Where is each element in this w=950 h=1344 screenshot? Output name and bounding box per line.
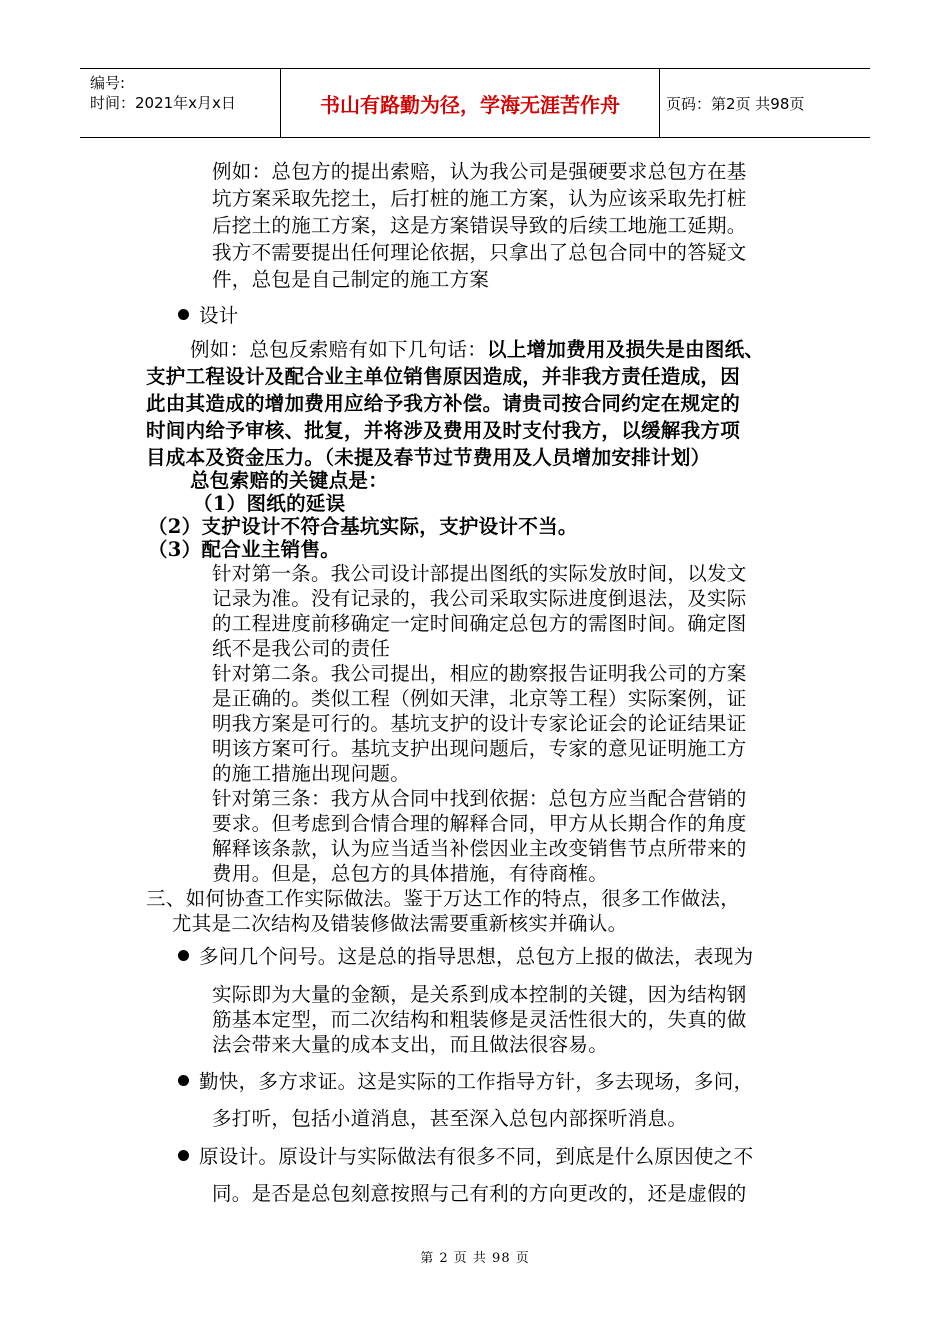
- paragraph-line: 例如：总包方的提出索赔，认为我公司是强硬要求总包方在基: [212, 160, 747, 183]
- paragraph-line: 针对第一条。我公司设计部提出图纸的实际发放时间，以发文: [212, 562, 747, 585]
- bullet-item: [178, 1143, 753, 1170]
- paragraph-line: 的工程进度前移确定一定时间确定总包方的需图时间。确定图: [212, 612, 747, 635]
- paragraph-line: 件，总包是自己制定的施工方案: [212, 268, 490, 291]
- bullet-text: 勤快，多方求证。这是实际的工作指导方针，多去现场，多问，: [199, 1070, 754, 1093]
- paragraph-line: 支护工程设计及配合业主单位销售原因造成，并非我方责任造成，因: [146, 365, 741, 388]
- time-label: 时间：2021年x月x日: [90, 94, 236, 112]
- page-footer: 第 2 页 共 98 页: [420, 1251, 530, 1266]
- paragraph-line: 的施工措施出现问题。: [212, 762, 411, 785]
- paragraph-line: 明该方案可行。基坑支护出现问题后，专家的意见证明施工方: [212, 737, 747, 760]
- paragraph-line: 此由其造成的增加费用应给予我方补偿。请贵司按合同约定在规定的: [146, 392, 741, 415]
- paragraph-line: 费用。但是，总包方的具体措施，有待商榷。: [212, 862, 609, 885]
- bullet-item: [178, 302, 239, 329]
- number-label: 编号:: [90, 74, 126, 92]
- paragraph-line: 针对第三条：我方从合同中找到依据：总包方应当配合营销的: [212, 787, 747, 810]
- document-header: [80, 68, 870, 138]
- paragraph-line: 筋基本定型，而二次结构和粗装修是灵活性很大的，失真的做: [212, 1008, 747, 1031]
- list-item: （1）图纸的延误: [193, 492, 346, 515]
- bullet-text: 原设计。原设计与实际做法有很多不同，到底是什么原因使之不: [199, 1145, 754, 1168]
- bullet-text: 多问几个问号。这是总的指导思想，总包方上报的做法，表现为: [199, 945, 754, 968]
- header-page-info: 页码：第2页 共98页: [666, 94, 805, 113]
- paragraph-line: 纸不是我公司的责任: [212, 637, 391, 660]
- paragraph-line: 总包索赔的关键点是：: [190, 469, 389, 492]
- bullet-item: [178, 943, 753, 970]
- paragraph-line: 明我方案是可行的。基坑支护的设计专家论证会的论证结果证: [212, 712, 747, 735]
- paragraph-line: 是正确的。类似工程（例如天津，北京等工程）实际案例，证: [212, 687, 747, 710]
- header-motto: 书山有路勤为径，学海无涯苦作舟: [320, 92, 620, 117]
- paragraph-line: 时间内给予审核、批复，并将涉及费用及时支付我方，以缓解我方项: [146, 419, 741, 442]
- paragraph-line: 记录为准。没有记录的，我公司采取实际进度倒退法，及实际: [212, 587, 747, 610]
- paragraph-line: 实际即为大量的金额，是关系到成本控制的关键，因为结构钢: [212, 983, 747, 1006]
- list-item: （2）支护设计不符合基坑实际，支护设计不当。: [148, 515, 578, 538]
- header-meta: [80, 69, 280, 141]
- paragraph-text: 例如：总包反索赔有如下几句话：: [190, 338, 488, 361]
- list-item: （3）配合业主销售。: [148, 538, 341, 561]
- paragraph-line: 目成本及资金压力。（未提及春节过节费用及人员增加安排计划）: [146, 446, 711, 469]
- paragraph-line: [190, 336, 764, 363]
- bullet-item: [178, 1068, 753, 1095]
- paragraph-line: 要求。但考虑到合情合理的解释合同，甲方从长期合作的角度: [212, 812, 747, 835]
- paragraph-line: 解释该条款，认为应当适当补偿因业主改变销售节点所带来的: [212, 837, 747, 860]
- section-heading: 三、如何协查工作实际做法。鉴于万达工作的特点，很多工作做法，: [146, 887, 741, 910]
- bullet-icon: [178, 950, 189, 961]
- paragraph-line: 后挖土的施工方案，这是方案错误导致的后续工地施工延期。: [212, 214, 747, 237]
- paragraph-line: 多打听，包括小道消息，甚至深入总包内部探听消息。: [212, 1107, 688, 1130]
- paragraph-line: 我方不需要提出任何理论依据，只拿出了总包合同中的答疑文: [212, 241, 747, 264]
- bullet-icon: [178, 1150, 189, 1161]
- paragraph-line: 坑方案采取先挖土，后打桩的施工方案，认为应该采取先打桩: [212, 187, 747, 210]
- paragraph-line: 针对第二条。我公司提出，相应的勘察报告证明我公司的方案: [212, 662, 747, 685]
- bullet-icon: [178, 1075, 189, 1086]
- paragraph-line: 法会带来大量的成本支出，而且做法很容易。: [212, 1033, 609, 1056]
- bullet-icon: [178, 309, 189, 320]
- bullet-text: 设计: [199, 304, 239, 327]
- paragraph-line: 同。是否是总包刻意按照与己有利的方向更改的，还是虚假的: [212, 1182, 747, 1205]
- emphasis-text: 以上增加费用及损失是由图纸、: [487, 338, 765, 361]
- paragraph-line: 尤其是二次结构及错装修做法需要重新核实并确认。: [172, 912, 628, 935]
